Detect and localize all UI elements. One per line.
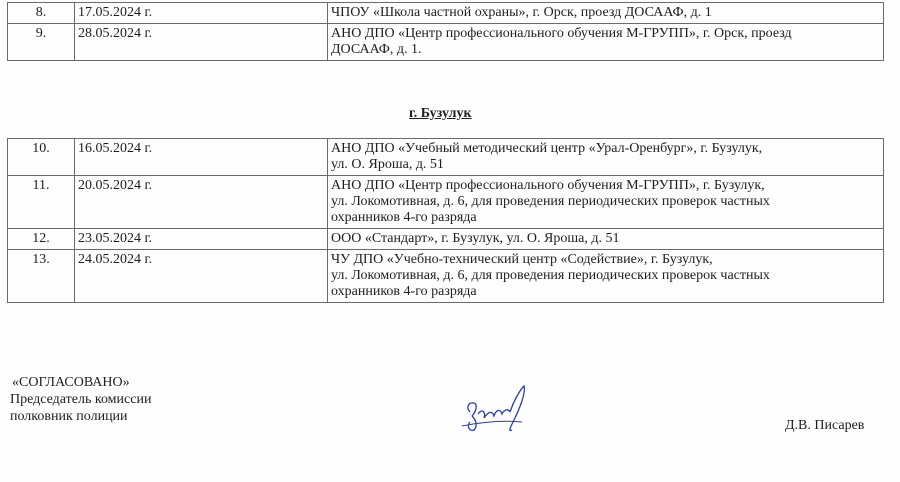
- row-address: [328, 176, 884, 229]
- row-date: 17.05.2024 г.: [75, 3, 328, 24]
- address-line: АНО ДПО «Центр профессионального обучения М-ГРУПП», г. Бузулук,: [331, 178, 765, 193]
- approval-position: Председатель комиссии: [10, 392, 152, 407]
- schedule-table-buzuluk: [7, 138, 884, 303]
- approval-stamp-text: «СОГЛАСОВАНО»: [12, 375, 130, 390]
- address-line: АНО ДПО «Центр профессионального обучения М-ГРУПП», г. Орск, проезд: [331, 26, 792, 41]
- address-line: АНО ДПО «Учебный методический центр «Урал-Оренбург», г. Бузулук,: [331, 141, 763, 156]
- row-date: 20.05.2024 г.: [75, 176, 328, 229]
- row-number: 9.: [8, 24, 75, 61]
- row-number: 10.: [8, 139, 75, 176]
- schedule-table-orsk: [7, 2, 884, 61]
- row-number: 12.: [8, 229, 75, 250]
- address-line: ООО «Стандарт», г. Бузулук, ул. О. Яроша, д. 51: [331, 231, 620, 246]
- row-date: 28.05.2024 г.: [75, 24, 328, 61]
- address-line: ул. Локомотивная, д. 6, для проведения периодических проверок частных: [331, 194, 770, 209]
- approval-block: [10, 374, 151, 425]
- table-row: [8, 24, 884, 61]
- row-number: 13.: [8, 250, 75, 303]
- signature-image: [452, 382, 542, 448]
- signer-name: Д.В. Писарев: [785, 418, 865, 433]
- table-row: [8, 3, 884, 24]
- row-address: [328, 24, 884, 61]
- table-row: [8, 139, 884, 176]
- address-line: охранников 4-го разряда: [331, 210, 477, 225]
- row-date: 16.05.2024 г.: [75, 139, 328, 176]
- approval-rank: полковник полиции: [10, 409, 128, 424]
- row-address: [328, 139, 884, 176]
- row-date: 24.05.2024 г.: [75, 250, 328, 303]
- address-line: ЧУ ДПО «Учебно-технический центр «Содействие», г. Бузулук,: [331, 252, 713, 267]
- row-number: 8.: [8, 3, 75, 24]
- row-address: [328, 250, 884, 303]
- address-line: ул. Локомотивная, д. 6, для проведения периодических проверок частных: [331, 268, 770, 283]
- row-address: [328, 229, 884, 250]
- address-line: ЧПОУ «Школа частной охраны», г. Орск, проезд ДОСААФ, д. 1: [331, 5, 712, 20]
- address-line: охранников 4-го разряда: [331, 284, 477, 299]
- table-row: [8, 229, 884, 250]
- address-line: ул. О. Яроша, д. 51: [331, 157, 444, 172]
- address-line: ДОСААФ, д. 1.: [331, 42, 422, 57]
- row-date: 23.05.2024 г.: [75, 229, 328, 250]
- table-row: [8, 250, 884, 303]
- city-heading: г. Бузулук: [409, 106, 472, 121]
- row-address: [328, 3, 884, 24]
- table-row: [8, 176, 884, 229]
- row-number: 11.: [8, 176, 75, 229]
